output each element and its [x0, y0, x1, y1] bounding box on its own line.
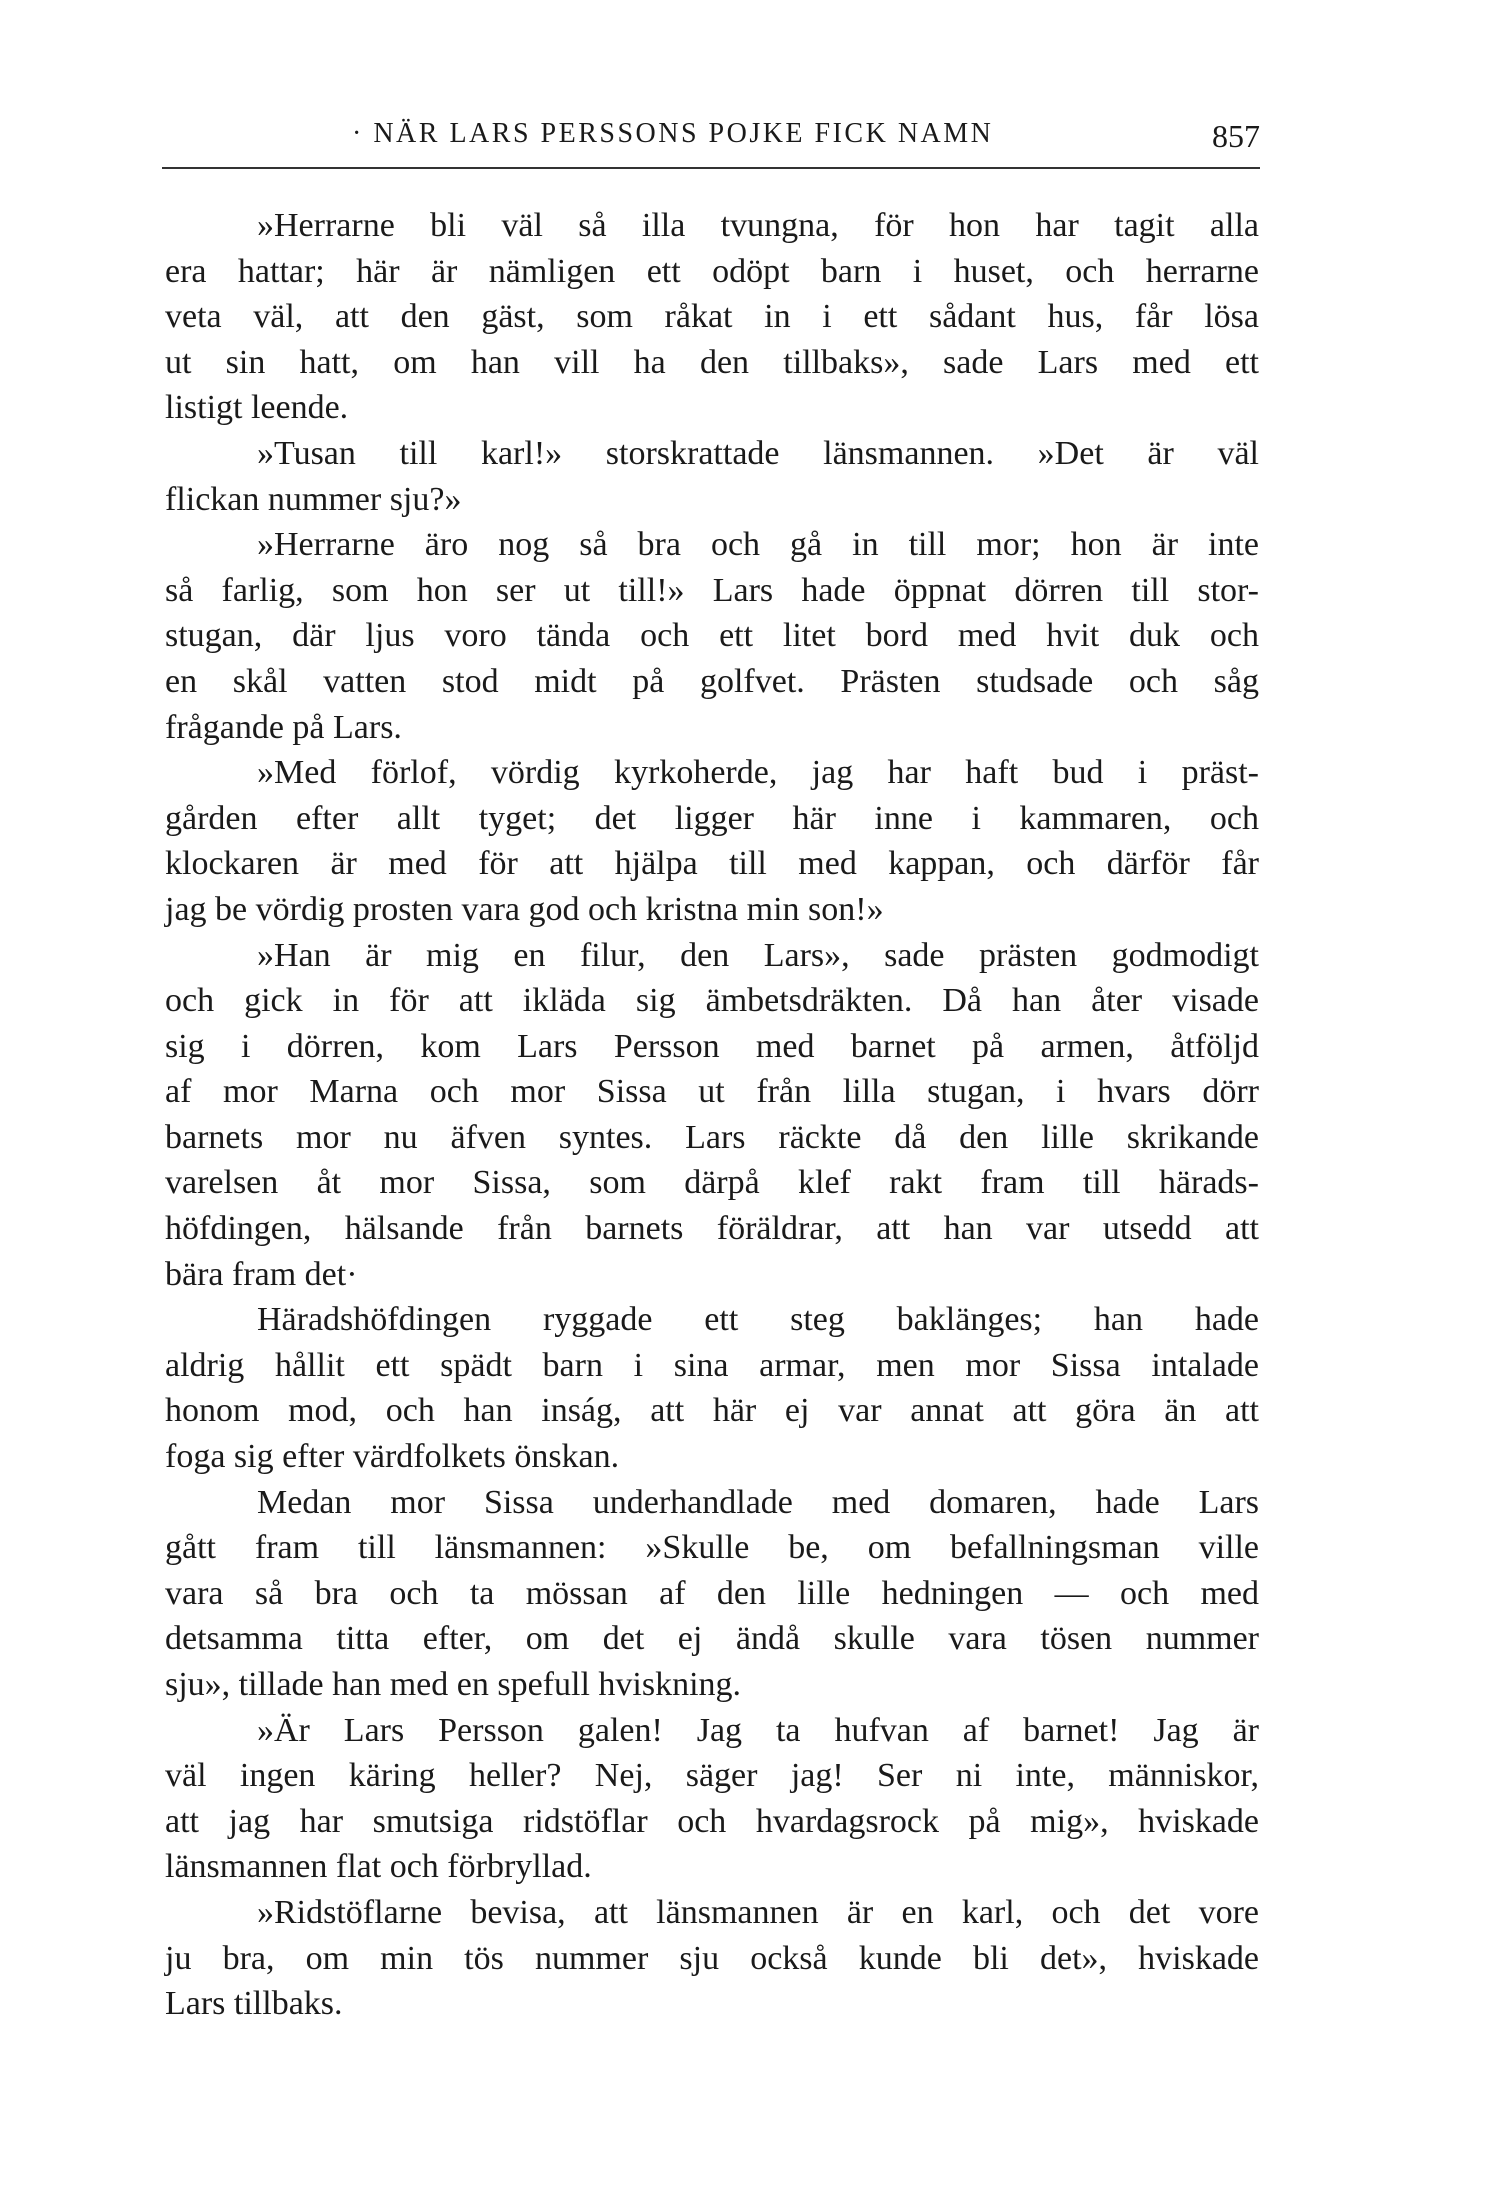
text-line: vara så bra och ta mössan af den lille hedningen — och med	[165, 1574, 1259, 1612]
text-line: höfdingen, hälsande från barnets föräldrar, att han var utsedd att	[165, 1210, 1259, 1248]
text-line: stugan, där ljus voro tända och ett litet bord med hvit duk och	[165, 617, 1259, 655]
text-line: klockaren är med för att hjälpa till med kappan, och därför får	[165, 845, 1259, 883]
body-text	[165, 203, 1259, 2027]
page-header	[162, 118, 1260, 170]
text-line: Lars tillbaks.	[165, 1985, 343, 2023]
text-line: så farlig, som hon ser ut till!» Lars hade öppnat dörren till stor-	[165, 571, 1259, 609]
text-line: aldrig hållit ett spädt barn i sina armar, men mor Sissa intalade	[165, 1346, 1259, 1384]
text-line: gått fram till länsmannen: »Skulle be, om befallningsman ville	[165, 1529, 1259, 1567]
text-line: af mor Marna och mor Sissa ut från lilla stugan, i hvars dörr	[165, 1073, 1259, 1111]
text-line: en skål vatten stod midt på golfvet. Prästen studsade och såg	[165, 662, 1259, 700]
header-rule	[162, 167, 1260, 169]
text-line: era hattar; här är nämligen ett odöpt barn i huset, och herrarne	[165, 252, 1259, 290]
text-line: honom mod, och han inság, att här ej var annat att göra än att	[165, 1392, 1259, 1430]
page-number: 857	[1212, 118, 1260, 154]
text-line: sig i dörren, kom Lars Persson med barnet på armen, åtföljd	[165, 1027, 1259, 1065]
text-line: jag be vördig prosten vara god och kristna min son!»	[165, 890, 884, 928]
text-line: ju bra, om min tös nummer sju också kunde bli det», hviskade	[165, 1939, 1259, 1977]
text-line: att jag har smutsiga ridstöflar och hvardagsrock på mig», hviskade	[165, 1802, 1259, 1840]
text-line: »Han är mig en filur, den Lars», sade prästen godmodigt	[257, 936, 1259, 974]
text-line: »Herrarne bli väl så illa tvungna, för hon har tagit alla	[257, 207, 1259, 244]
text-line: »Tusan till karl!» storskrattade länsmannen. »Det är väl	[257, 434, 1259, 472]
running-head: · NÄR LARS PERSSONS POJKE FICK NAMN	[352, 118, 994, 149]
text-line: bära fram det·	[165, 1255, 358, 1293]
text-line: frågande på Lars.	[165, 708, 402, 746]
text-line: »Ridstöflarne bevisa, att länsmannen är en karl, och det vore	[257, 1893, 1259, 1931]
text-line: »Herrarne äro nog så bra och gå in till mor; hon är inte	[257, 526, 1259, 564]
text-line: länsmannen flat och förbryllad.	[165, 1848, 592, 1886]
text-line: ut sin hatt, om han vill ha den tillbaks», sade Lars med ett	[165, 343, 1259, 381]
text-line: gården efter allt tyget; det ligger här inne i kammaren, och	[165, 799, 1259, 837]
text-line: listigt leende.	[165, 389, 349, 427]
text-line: »Är Lars Persson galen! Jag ta hufvan af barnet! Jag är	[257, 1711, 1259, 1749]
text-line: »Med förlof, vördig kyrkoherde, jag har haft bud i präst-	[257, 754, 1259, 792]
text-line: Medan mor Sissa underhandlade med domaren, hade Lars	[257, 1483, 1259, 1521]
text-line: och gick in för att ikläda sig ämbetsdräkten. Då han åter visade	[165, 982, 1259, 1020]
text-line: väl ingen käring heller? Nej, säger jag! Ser ni inte, människor,	[165, 1757, 1259, 1795]
text-line: sju», tillade han med en spefull hviskning.	[165, 1666, 742, 1703]
text-line: flickan nummer sju?»	[165, 480, 462, 518]
text-line: varelsen åt mor Sissa, som därpå klef rakt fram till härads-	[165, 1164, 1259, 1202]
text-line: foga sig efter värdfolkets önskan.	[165, 1438, 620, 1476]
text-line: barnets mor nu äfven syntes. Lars räckte då den lille skrikande	[165, 1118, 1259, 1156]
text-line: Häradshöfdingen ryggade ett steg baklänges; han hade	[257, 1301, 1259, 1339]
text-line: veta väl, att den gäst, som råkat in i ett sådant hus, får lösa	[165, 298, 1259, 336]
text-line: detsamma titta efter, om det ej ändå skulle vara tösen nummer	[165, 1620, 1259, 1658]
